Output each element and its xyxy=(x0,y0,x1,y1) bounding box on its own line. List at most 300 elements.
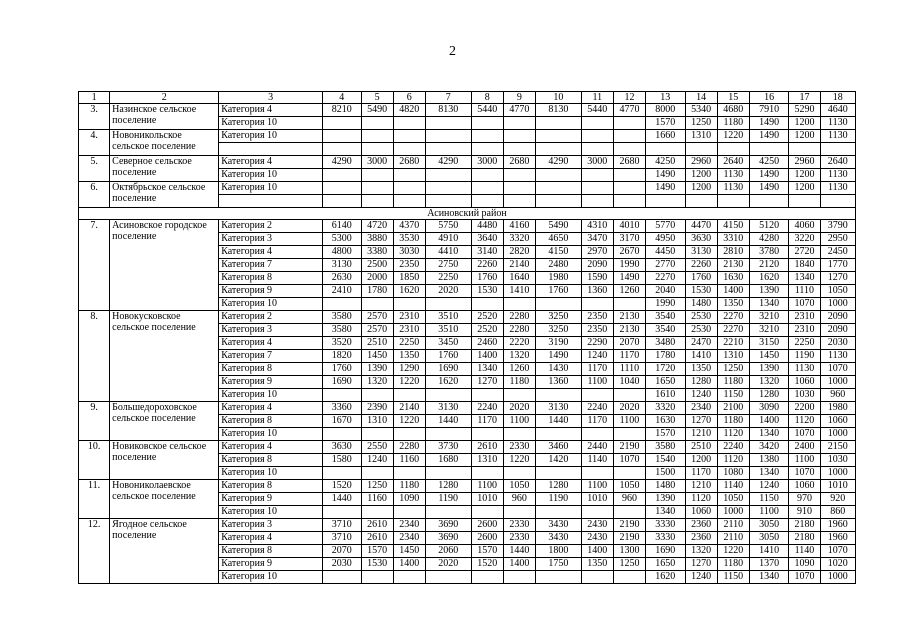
value-cell xyxy=(393,428,425,441)
value-cell: 4680 xyxy=(717,104,749,117)
value-cell: 3000 xyxy=(581,156,613,169)
value-cell: 1200 xyxy=(789,117,820,130)
value-cell: 1490 xyxy=(749,117,788,130)
value-cell: 1340 xyxy=(749,298,788,311)
value-cell: 4250 xyxy=(646,156,685,169)
settlement-number: 4. xyxy=(79,130,110,156)
value-cell: 3580 xyxy=(323,311,361,324)
value-cell: 2640 xyxy=(717,156,749,169)
value-cell: 2810 xyxy=(717,246,749,259)
value-cell xyxy=(471,298,503,311)
value-cell: 1000 xyxy=(820,467,855,480)
value-cell: 3520 xyxy=(323,337,361,350)
value-cell xyxy=(471,428,503,441)
value-cell: 960 xyxy=(820,389,855,402)
settlement-number: 8. xyxy=(79,311,110,402)
value-cell: 1120 xyxy=(685,493,717,506)
value-cell: 2340 xyxy=(393,519,425,532)
value-cell: 2530 xyxy=(685,311,717,324)
value-cell: 2130 xyxy=(613,311,645,324)
value-cell: 1050 xyxy=(613,480,645,493)
value-cell xyxy=(361,506,393,519)
value-cell: 2340 xyxy=(685,402,717,415)
value-cell: 2350 xyxy=(581,324,613,337)
header-cell: 16 xyxy=(749,92,788,104)
value-cell xyxy=(717,195,749,208)
value-cell xyxy=(581,506,613,519)
header-cell: 17 xyxy=(789,92,820,104)
value-cell: 3210 xyxy=(749,324,788,337)
value-cell: 3880 xyxy=(361,233,393,246)
value-cell: 3050 xyxy=(749,519,788,532)
value-cell: 2510 xyxy=(361,337,393,350)
value-cell: 1480 xyxy=(685,298,717,311)
value-cell xyxy=(535,169,581,182)
table-row xyxy=(79,519,856,532)
value-cell xyxy=(323,195,361,208)
value-cell: 1410 xyxy=(503,285,535,298)
value-cell xyxy=(820,195,855,208)
value-cell: 1190 xyxy=(535,493,581,506)
value-cell: 1070 xyxy=(789,298,820,311)
value-cell: 2250 xyxy=(789,337,820,350)
value-cell: 1670 xyxy=(323,415,361,428)
district-label: Асиновский район xyxy=(79,208,856,220)
category-cell: Категория 7 xyxy=(219,350,323,363)
value-cell xyxy=(425,389,471,402)
value-cell xyxy=(425,182,471,195)
value-cell: 1760 xyxy=(535,285,581,298)
category-cell xyxy=(219,195,323,208)
value-cell: 1680 xyxy=(425,454,471,467)
value-cell: 1750 xyxy=(535,558,581,571)
value-cell: 1100 xyxy=(503,415,535,428)
value-cell xyxy=(393,169,425,182)
value-cell xyxy=(425,169,471,182)
value-cell: 1380 xyxy=(749,454,788,467)
value-cell: 1530 xyxy=(685,285,717,298)
value-cell: 1040 xyxy=(613,376,645,389)
value-cell xyxy=(393,182,425,195)
value-cell: 1960 xyxy=(820,519,855,532)
value-cell xyxy=(323,298,361,311)
value-cell xyxy=(361,467,393,480)
value-cell: 3710 xyxy=(323,519,361,532)
value-cell: 3580 xyxy=(646,441,685,454)
value-cell xyxy=(323,169,361,182)
value-cell xyxy=(535,389,581,402)
value-cell: 1270 xyxy=(685,415,717,428)
value-cell: 2390 xyxy=(361,402,393,415)
category-cell: Категория 3 xyxy=(219,324,323,337)
value-cell xyxy=(613,506,645,519)
value-cell xyxy=(361,143,393,156)
value-cell: 8130 xyxy=(535,104,581,117)
value-cell: 2340 xyxy=(393,532,425,545)
value-cell: 4770 xyxy=(503,104,535,117)
value-cell: 1120 xyxy=(717,454,749,467)
value-cell: 2190 xyxy=(613,441,645,454)
value-cell: 1570 xyxy=(646,117,685,130)
value-cell: 2600 xyxy=(471,532,503,545)
value-cell: 8210 xyxy=(323,104,361,117)
value-cell: 1160 xyxy=(393,454,425,467)
value-cell: 2280 xyxy=(393,441,425,454)
value-cell xyxy=(425,143,471,156)
value-cell: 2020 xyxy=(503,402,535,415)
value-cell: 5750 xyxy=(425,220,471,233)
value-cell: 1990 xyxy=(613,259,645,272)
value-cell: 2480 xyxy=(535,259,581,272)
value-cell: 3000 xyxy=(361,156,393,169)
value-cell: 1400 xyxy=(471,350,503,363)
value-cell: 7910 xyxy=(749,104,788,117)
category-cell: Категория 10 xyxy=(219,117,323,130)
value-cell: 5440 xyxy=(581,104,613,117)
value-cell: 5490 xyxy=(535,220,581,233)
value-cell: 2640 xyxy=(820,156,855,169)
value-cell xyxy=(503,298,535,311)
value-cell: 1500 xyxy=(646,467,685,480)
value-cell: 4480 xyxy=(471,220,503,233)
value-cell: 2470 xyxy=(685,337,717,350)
value-cell: 2310 xyxy=(393,311,425,324)
value-cell: 1200 xyxy=(685,182,717,195)
header-cell: 18 xyxy=(820,92,855,104)
value-cell: 1270 xyxy=(820,272,855,285)
value-cell: 4290 xyxy=(323,156,361,169)
value-cell xyxy=(581,571,613,584)
value-cell: 3130 xyxy=(535,402,581,415)
category-cell: Категория 10 xyxy=(219,298,323,311)
value-cell: 1770 xyxy=(820,259,855,272)
value-cell: 1220 xyxy=(717,130,749,143)
table-row xyxy=(79,182,856,195)
value-cell xyxy=(471,195,503,208)
settlement-name: Новоникольское сельское поселение xyxy=(110,130,219,156)
category-cell: Категория 9 xyxy=(219,376,323,389)
value-cell: 1360 xyxy=(581,285,613,298)
value-cell: 2130 xyxy=(717,259,749,272)
value-cell: 1350 xyxy=(685,363,717,376)
value-cell: 1260 xyxy=(503,363,535,376)
value-cell: 1490 xyxy=(646,169,685,182)
value-cell xyxy=(323,143,361,156)
value-cell xyxy=(361,428,393,441)
value-cell: 1570 xyxy=(646,428,685,441)
value-cell: 3090 xyxy=(749,402,788,415)
value-cell: 2430 xyxy=(581,532,613,545)
value-cell xyxy=(323,389,361,402)
value-cell: 1130 xyxy=(820,182,855,195)
header-cell: 15 xyxy=(717,92,749,104)
value-cell: 1070 xyxy=(789,571,820,584)
value-cell: 1540 xyxy=(646,454,685,467)
value-cell: 4800 xyxy=(323,246,361,259)
value-cell: 2180 xyxy=(789,532,820,545)
category-cell: Категория 4 xyxy=(219,246,323,259)
category-cell: Категория 9 xyxy=(219,558,323,571)
value-cell: 1980 xyxy=(535,272,581,285)
value-cell: 1440 xyxy=(503,545,535,558)
value-cell: 4770 xyxy=(613,104,645,117)
value-cell: 3250 xyxy=(535,311,581,324)
value-cell: 2090 xyxy=(820,324,855,337)
value-cell xyxy=(613,298,645,311)
value-cell xyxy=(503,143,535,156)
value-cell: 2570 xyxy=(361,311,393,324)
category-cell: Категория 4 xyxy=(219,156,323,169)
value-cell: 3380 xyxy=(361,246,393,259)
value-cell: 3220 xyxy=(789,233,820,246)
value-cell: 1480 xyxy=(646,480,685,493)
value-cell: 2260 xyxy=(685,259,717,272)
value-cell: 1020 xyxy=(820,558,855,571)
value-cell: 2610 xyxy=(471,441,503,454)
value-cell: 1240 xyxy=(361,454,393,467)
value-cell: 1280 xyxy=(749,389,788,402)
value-cell: 4060 xyxy=(789,220,820,233)
value-cell xyxy=(613,428,645,441)
value-cell: 1520 xyxy=(471,558,503,571)
value-cell: 1650 xyxy=(646,558,685,571)
value-cell xyxy=(613,143,645,156)
value-cell: 970 xyxy=(789,493,820,506)
value-cell: 3640 xyxy=(471,233,503,246)
value-cell xyxy=(471,389,503,402)
value-cell: 2960 xyxy=(685,156,717,169)
value-cell: 1760 xyxy=(471,272,503,285)
value-cell: 1160 xyxy=(361,493,393,506)
value-cell: 1400 xyxy=(503,558,535,571)
value-cell: 2600 xyxy=(471,519,503,532)
value-cell: 1200 xyxy=(789,182,820,195)
value-cell: 1280 xyxy=(425,480,471,493)
value-cell: 2280 xyxy=(503,311,535,324)
value-cell: 3690 xyxy=(425,519,471,532)
settlement-name: Северное сельское поселение xyxy=(110,156,219,182)
category-cell: Категория 2 xyxy=(219,311,323,324)
value-cell: 2190 xyxy=(613,532,645,545)
value-cell xyxy=(503,506,535,519)
header-cell: 13 xyxy=(646,92,685,104)
value-cell: 1440 xyxy=(425,415,471,428)
value-cell: 2020 xyxy=(425,558,471,571)
value-cell xyxy=(393,298,425,311)
table-row xyxy=(79,130,856,143)
value-cell: 4150 xyxy=(535,246,581,259)
value-cell: 4010 xyxy=(613,220,645,233)
value-cell: 1720 xyxy=(646,363,685,376)
category-cell xyxy=(219,143,323,156)
value-cell: 1210 xyxy=(685,480,717,493)
value-cell: 1620 xyxy=(393,285,425,298)
value-cell: 1210 xyxy=(685,428,717,441)
value-cell: 2270 xyxy=(646,272,685,285)
value-cell xyxy=(535,143,581,156)
value-cell: 2610 xyxy=(361,519,393,532)
value-cell: 1050 xyxy=(503,480,535,493)
value-cell xyxy=(820,143,855,156)
value-cell: 1180 xyxy=(503,376,535,389)
value-cell: 3030 xyxy=(393,246,425,259)
value-cell: 2310 xyxy=(789,311,820,324)
value-cell: 3630 xyxy=(685,233,717,246)
value-cell: 4310 xyxy=(581,220,613,233)
value-cell: 8130 xyxy=(425,104,471,117)
value-cell: 2200 xyxy=(789,402,820,415)
value-cell: 2440 xyxy=(581,441,613,454)
header-cell: 5 xyxy=(361,92,393,104)
table-row xyxy=(79,104,856,117)
value-cell xyxy=(581,467,613,480)
category-cell: Категория 8 xyxy=(219,545,323,558)
value-cell: 1080 xyxy=(717,467,749,480)
value-cell: 1690 xyxy=(425,363,471,376)
value-cell xyxy=(361,130,393,143)
value-cell: 1450 xyxy=(361,350,393,363)
value-cell: 3310 xyxy=(717,233,749,246)
value-cell: 1220 xyxy=(717,545,749,558)
value-cell: 1370 xyxy=(749,558,788,571)
value-cell xyxy=(535,506,581,519)
value-cell: 2330 xyxy=(503,532,535,545)
value-cell: 2360 xyxy=(685,519,717,532)
value-cell: 3540 xyxy=(646,311,685,324)
value-cell: 1150 xyxy=(749,493,788,506)
category-cell: Категория 10 xyxy=(219,182,323,195)
value-cell: 5490 xyxy=(361,104,393,117)
value-cell xyxy=(613,467,645,480)
value-cell: 1320 xyxy=(503,350,535,363)
category-cell: Категория 10 xyxy=(219,389,323,402)
value-cell: 2820 xyxy=(503,246,535,259)
value-cell: 2270 xyxy=(717,311,749,324)
category-cell: Категория 9 xyxy=(219,285,323,298)
value-cell: 2030 xyxy=(323,558,361,571)
value-cell: 2220 xyxy=(503,337,535,350)
value-cell: 4820 xyxy=(393,104,425,117)
value-cell: 2130 xyxy=(613,324,645,337)
value-cell: 3430 xyxy=(535,532,581,545)
value-cell: 1430 xyxy=(535,363,581,376)
value-cell: 1490 xyxy=(535,350,581,363)
table-row xyxy=(79,441,856,454)
value-cell: 8000 xyxy=(646,104,685,117)
value-cell: 1350 xyxy=(393,350,425,363)
value-cell: 2120 xyxy=(749,259,788,272)
value-cell: 3150 xyxy=(749,337,788,350)
value-cell: 4910 xyxy=(425,233,471,246)
value-cell: 1030 xyxy=(820,454,855,467)
value-cell: 1310 xyxy=(685,130,717,143)
value-cell xyxy=(323,467,361,480)
value-cell: 1060 xyxy=(789,376,820,389)
value-cell xyxy=(749,195,788,208)
value-cell: 1140 xyxy=(789,545,820,558)
header-row xyxy=(79,92,856,104)
value-cell: 2960 xyxy=(789,156,820,169)
value-cell: 2430 xyxy=(581,519,613,532)
value-cell: 1000 xyxy=(820,571,855,584)
value-cell: 1180 xyxy=(393,480,425,493)
value-cell: 1260 xyxy=(613,285,645,298)
value-cell: 1200 xyxy=(685,169,717,182)
value-cell: 2500 xyxy=(361,259,393,272)
value-cell: 3460 xyxy=(535,441,581,454)
settlement-number: 9. xyxy=(79,402,110,441)
header-cell: 10 xyxy=(535,92,581,104)
value-cell: 1280 xyxy=(535,480,581,493)
value-cell: 5120 xyxy=(749,220,788,233)
value-cell xyxy=(393,467,425,480)
value-cell xyxy=(646,195,685,208)
value-cell: 1100 xyxy=(581,480,613,493)
value-cell: 1030 xyxy=(789,389,820,402)
settlement-number: 3. xyxy=(79,104,110,130)
value-cell: 1490 xyxy=(749,182,788,195)
category-cell: Категория 8 xyxy=(219,272,323,285)
value-cell xyxy=(613,571,645,584)
value-cell: 1170 xyxy=(471,415,503,428)
value-cell xyxy=(323,117,361,130)
value-cell xyxy=(613,389,645,402)
value-cell xyxy=(471,467,503,480)
header-cell: 3 xyxy=(219,92,323,104)
value-cell: 2330 xyxy=(503,441,535,454)
value-cell: 2330 xyxy=(503,519,535,532)
value-cell: 920 xyxy=(820,493,855,506)
value-cell: 2550 xyxy=(361,441,393,454)
value-cell: 3140 xyxy=(471,246,503,259)
value-cell: 2970 xyxy=(581,246,613,259)
value-cell: 1780 xyxy=(361,285,393,298)
value-cell xyxy=(685,195,717,208)
value-cell: 1120 xyxy=(717,428,749,441)
value-cell: 1340 xyxy=(749,467,788,480)
value-cell: 2450 xyxy=(820,246,855,259)
settlement-number: 6. xyxy=(79,182,110,208)
value-cell: 1350 xyxy=(717,298,749,311)
value-cell xyxy=(581,195,613,208)
value-cell: 2210 xyxy=(717,337,749,350)
value-cell: 1390 xyxy=(749,363,788,376)
value-cell: 2180 xyxy=(789,519,820,532)
settlement-name: Назинское сельское поселение xyxy=(110,104,219,130)
category-cell: Категория 10 xyxy=(219,467,323,480)
value-cell xyxy=(425,195,471,208)
value-cell: 1490 xyxy=(613,272,645,285)
value-cell xyxy=(361,298,393,311)
value-cell: 4450 xyxy=(646,246,685,259)
value-cell: 1820 xyxy=(323,350,361,363)
value-cell xyxy=(535,117,581,130)
value-cell xyxy=(323,130,361,143)
header-cell: 9 xyxy=(503,92,535,104)
value-cell: 1190 xyxy=(425,493,471,506)
value-cell: 2310 xyxy=(789,324,820,337)
value-cell: 1240 xyxy=(685,389,717,402)
value-cell: 1400 xyxy=(749,415,788,428)
page-number: 2 xyxy=(449,44,456,59)
value-cell: 3320 xyxy=(646,402,685,415)
settlement-number: 7. xyxy=(79,220,110,311)
value-cell: 4950 xyxy=(646,233,685,246)
value-cell: 1580 xyxy=(323,454,361,467)
value-cell xyxy=(471,130,503,143)
value-cell: 3320 xyxy=(503,233,535,246)
category-cell: Категория 10 xyxy=(219,506,323,519)
